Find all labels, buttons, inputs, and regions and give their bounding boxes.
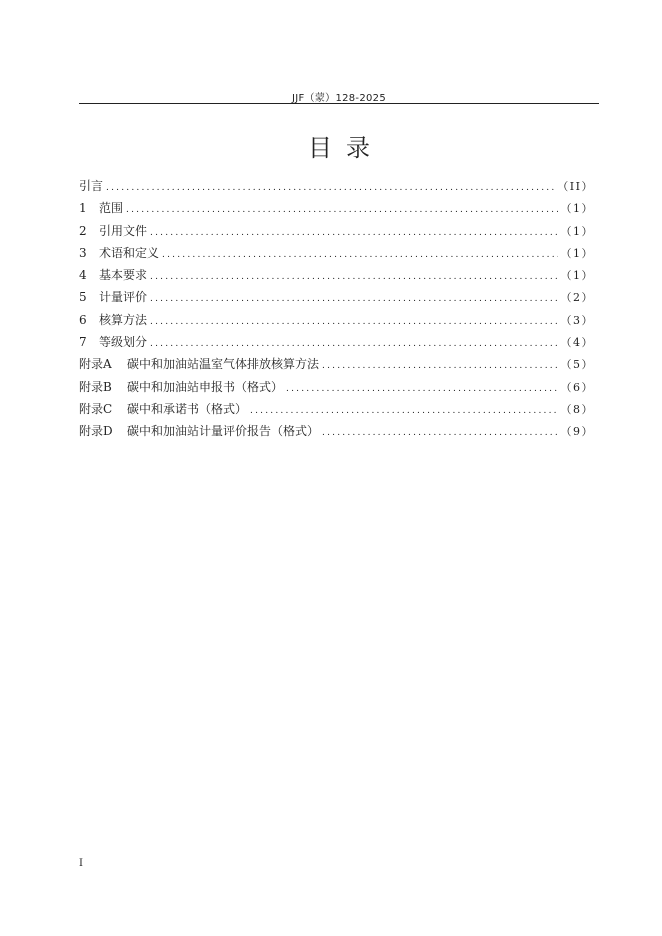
- toc-entry-title: 基本要求: [99, 268, 148, 283]
- toc-entry-5[interactable]: [79, 288, 594, 310]
- toc-entry-title: 碳中和加油站温室气体排放核算方法: [127, 357, 320, 372]
- toc-entry-number: 3: [79, 245, 87, 260]
- page-number: I: [79, 858, 83, 869]
- toc-entry-appendix-a[interactable]: [79, 355, 594, 377]
- toc-entry-page: （1）: [560, 224, 594, 238]
- toc-entry-title: 等级划分: [99, 335, 148, 350]
- toc-entry-number: 2: [79, 223, 87, 238]
- page-title: 目录: [308, 134, 384, 162]
- toc-entry-number: 5: [79, 290, 87, 305]
- toc-entry-page: （9）: [560, 425, 594, 439]
- toc-entry-page: （8）: [560, 402, 594, 416]
- toc-entry-title: 碳中和承诺书（格式）: [127, 401, 248, 416]
- toc-entry-page: （2）: [560, 291, 594, 305]
- toc-entry-number: 附录A: [79, 357, 112, 372]
- toc-entry-page: （5）: [560, 358, 594, 372]
- toc-entry-4[interactable]: [79, 266, 594, 288]
- toc-entry-page: （1）: [560, 269, 594, 283]
- toc-leader-dots: [150, 317, 557, 327]
- toc-entry-title: 引言: [79, 179, 104, 193]
- toc-entry-number: 7: [79, 335, 87, 350]
- toc-entry-page: （1）: [560, 202, 594, 216]
- toc-leader-dots: [150, 339, 557, 349]
- toc-entry-number: 4: [79, 268, 87, 283]
- toc-entry-introduction[interactable]: [79, 177, 594, 199]
- toc-entry-number: 附录B: [79, 379, 112, 394]
- toc-entry-2[interactable]: [79, 222, 594, 244]
- toc-entry-page: （6）: [560, 380, 594, 394]
- toc-entry-title: 术语和定义: [99, 245, 160, 260]
- header-rule: [79, 103, 599, 104]
- toc-leader-dots: [286, 384, 557, 394]
- toc-entry-title: 引用文件: [99, 223, 148, 238]
- toc-entry-number: 附录D: [79, 424, 113, 439]
- toc-entry-3[interactable]: [79, 244, 594, 266]
- toc-leader-dots: [162, 250, 557, 260]
- document-header-code: JJF（蒙）128-2025: [292, 93, 386, 104]
- toc-entry-title: 计量评价: [99, 290, 148, 305]
- toc-entry-title: 范围: [99, 201, 124, 216]
- toc-entry-appendix-b[interactable]: [79, 378, 594, 400]
- toc-entry-6[interactable]: [79, 311, 594, 333]
- toc-entry-number: 附录C: [79, 401, 113, 416]
- toc-leader-dots: [322, 361, 557, 371]
- toc-entry-page: （1）: [560, 246, 594, 260]
- toc-entry-page: （3）: [560, 313, 594, 327]
- toc-leader-dots: [150, 294, 557, 304]
- toc-entry-title: 碳中和加油站申报书（格式）: [127, 379, 284, 394]
- toc-leader-dots: [126, 205, 557, 215]
- toc-entry-number: 1: [79, 201, 87, 216]
- toc-leader-dots: [106, 183, 554, 193]
- toc-leader-dots: [250, 406, 557, 416]
- table-of-contents: [79, 177, 594, 445]
- toc-entry-appendix-c[interactable]: [79, 400, 594, 422]
- toc-entry-1[interactable]: [79, 199, 594, 221]
- toc-entry-page: （II）: [557, 180, 594, 193]
- toc-entry-title: 碳中和加油站计量评价报告（格式）: [127, 424, 320, 439]
- toc-entry-7[interactable]: [79, 333, 594, 355]
- toc-entry-title: 核算方法: [99, 312, 148, 327]
- toc-leader-dots: [322, 428, 557, 438]
- toc-entry-page: （4）: [560, 336, 594, 350]
- toc-leader-dots: [150, 272, 557, 282]
- toc-entry-appendix-d[interactable]: [79, 422, 594, 444]
- toc-entry-number: 6: [79, 312, 87, 327]
- toc-leader-dots: [150, 228, 557, 238]
